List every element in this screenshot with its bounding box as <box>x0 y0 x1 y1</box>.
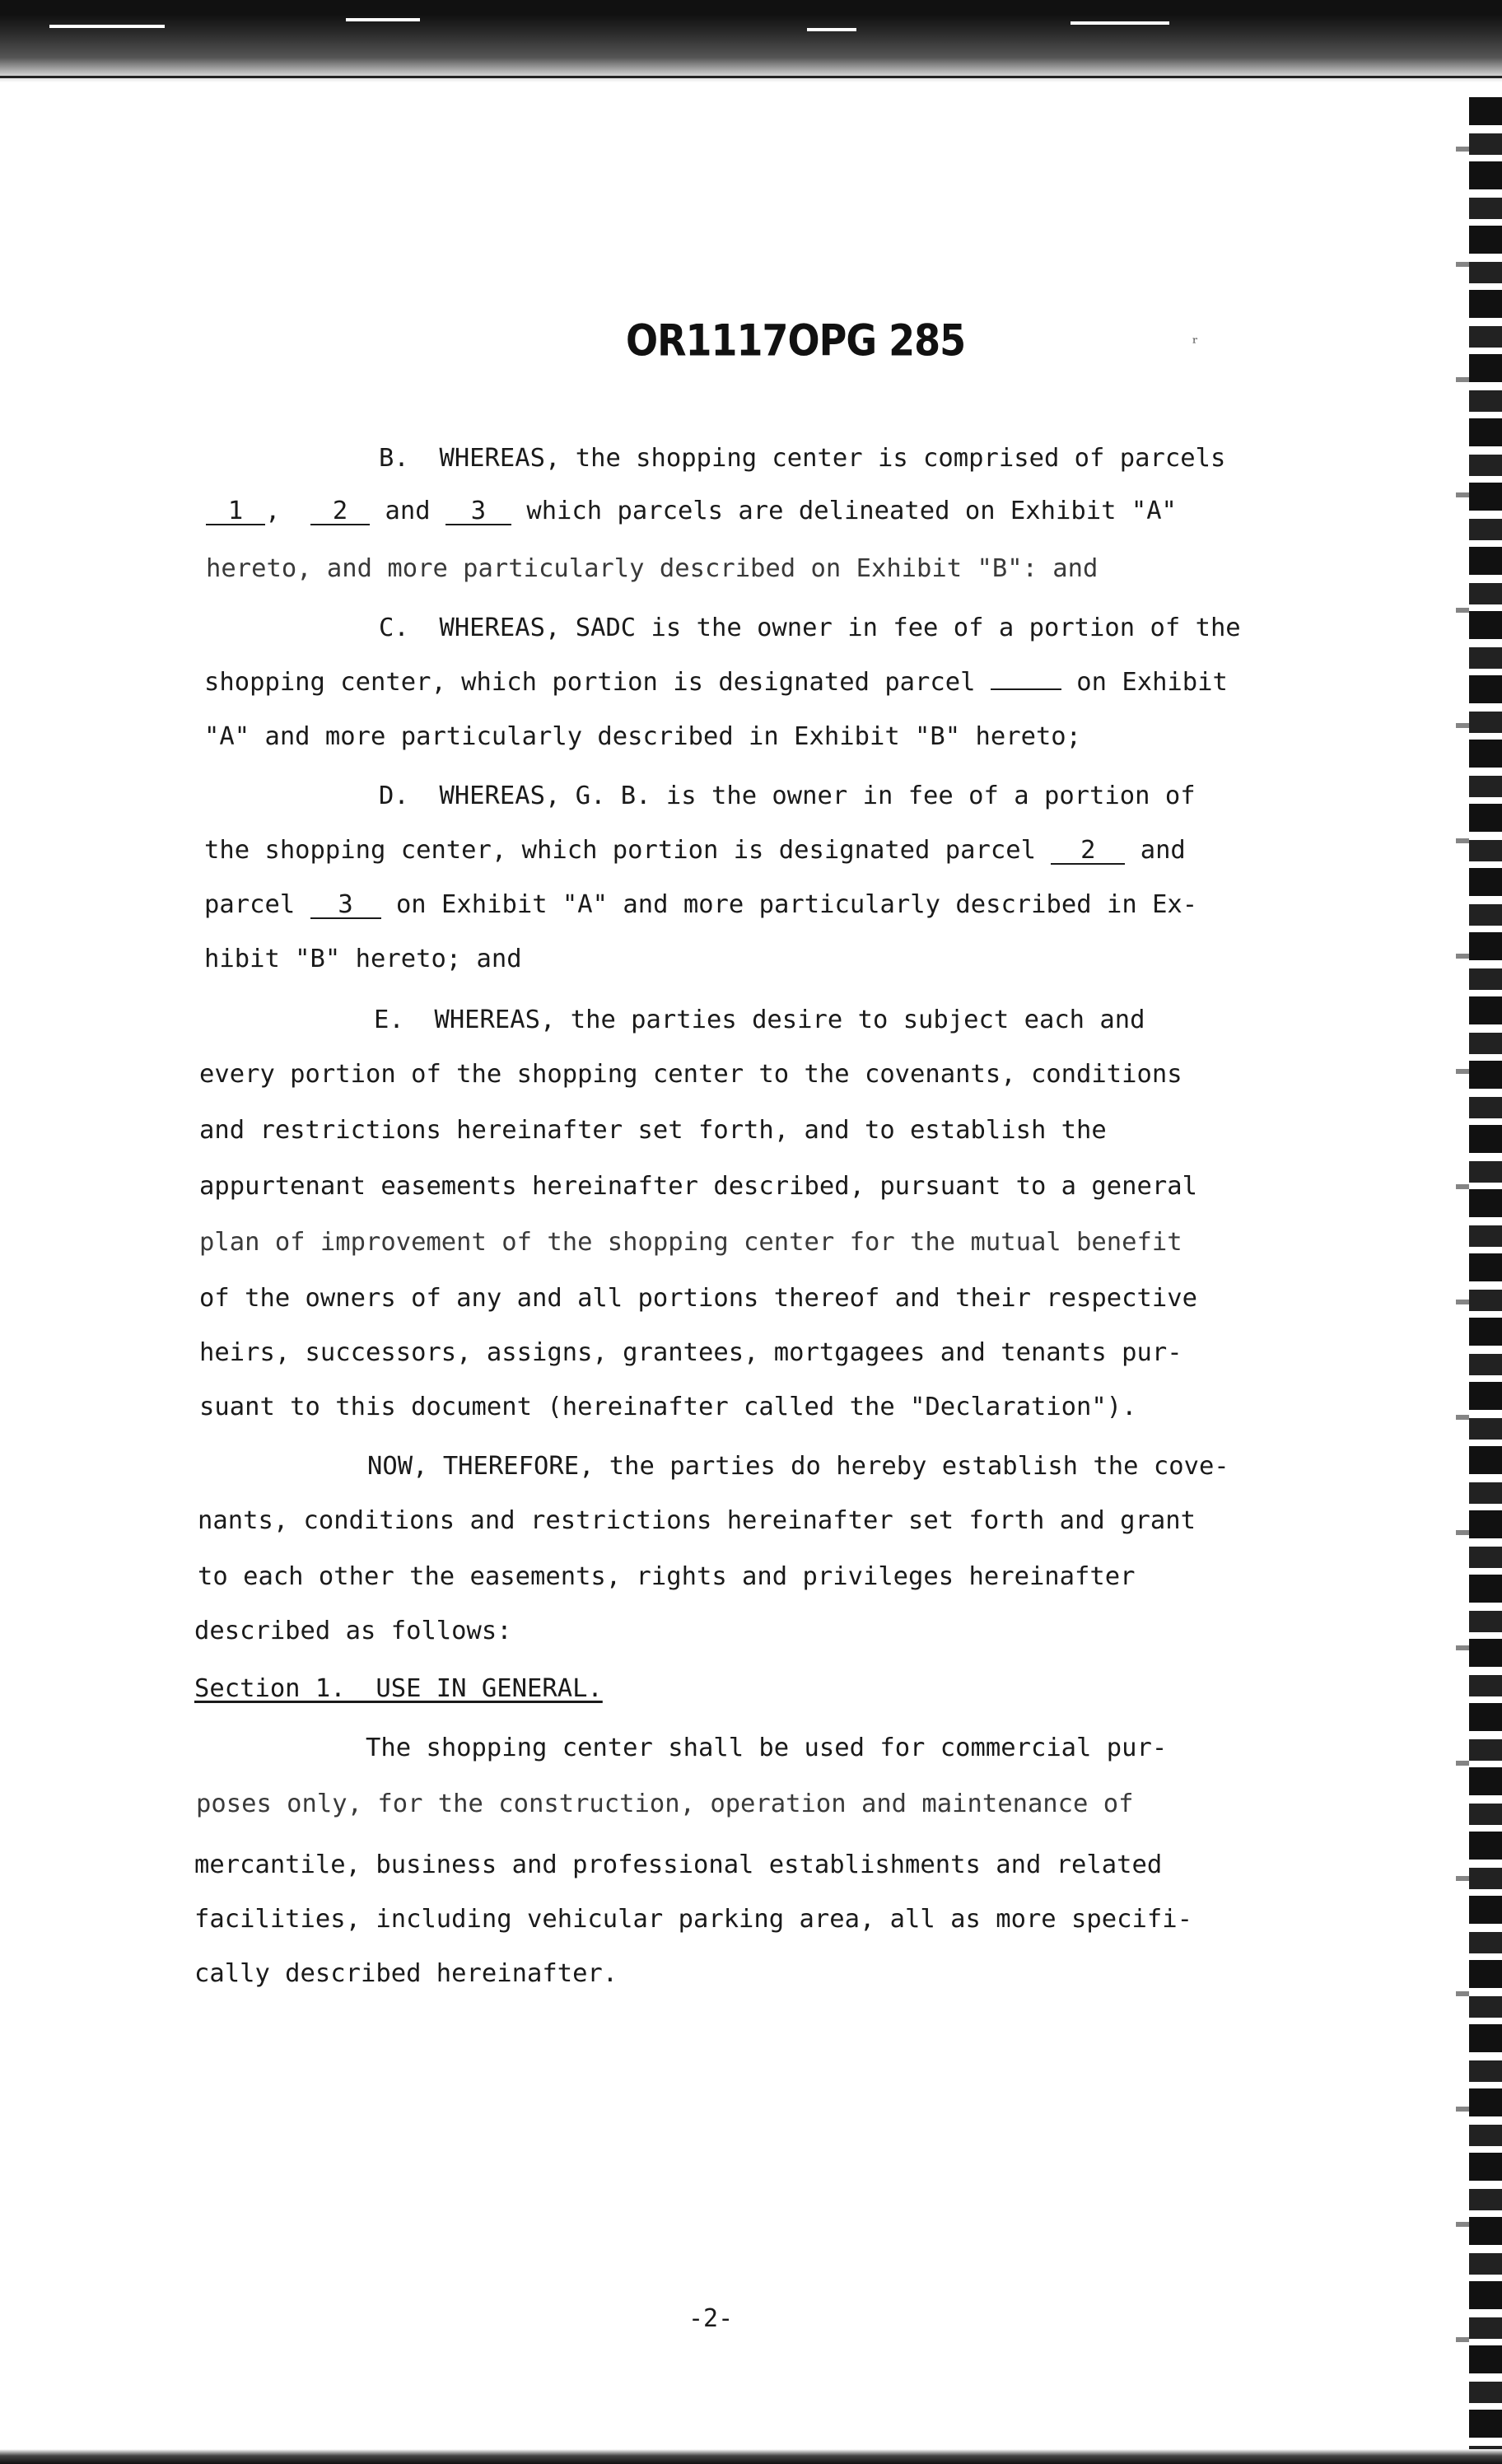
para-e-line5: plan of improvement of the shopping center for the mutual benefit <box>199 1228 1182 1257</box>
para-d-line2-tail: and <box>1140 836 1186 865</box>
parcel-blank-2: 2 <box>310 499 370 525</box>
para-d-line3-tail: on Exhibit "A" and more particularly described in Ex- <box>395 890 1198 919</box>
stray-mark: ʳ <box>1192 333 1198 352</box>
section-1-line1: The shopping center shall be used for commercial pur- <box>366 1734 1168 1762</box>
para-d-line1: D. WHEREAS, G. B. is the owner in fee of a portion of <box>379 782 1196 810</box>
page-number: -2- <box>688 2304 734 2333</box>
para-d-line3 <box>204 891 1197 919</box>
scan-border-right <box>1469 97 1502 2464</box>
para-b-line1: B. WHEREAS, the shopping center is comprised of parcels <box>379 444 1226 473</box>
para-c-line2-head: shopping center, which portion is designated parcel <box>204 668 976 697</box>
para-e-line1: E. WHEREAS, the parties desire to subject each and <box>374 1006 1145 1034</box>
para-d-line4: hibit "B" hereto; and <box>204 945 522 973</box>
section-1-line2: poses only, for the construction, operation and maintenance of <box>196 1790 1134 1818</box>
section-1-line3: mercantile, business and professional establishments and related <box>194 1850 1163 1879</box>
parcel-blank-3: 3 <box>445 499 511 525</box>
para-e-line6: of the owners of any and all portions thereof and their respective <box>199 1284 1197 1313</box>
para-b-line3: hereto, and more particularly described on Exhibit "B": and <box>206 554 1099 583</box>
parcel-blank-1: 1 <box>206 499 265 525</box>
parcel-blank-d1: 2 <box>1051 838 1125 865</box>
now-therefore-line3: to each other the easements, rights and privileges hereinafter <box>198 1562 1136 1591</box>
para-c-line3: "A" and more particularly described in Exhibit "B" hereto; <box>204 722 1082 751</box>
para-b-line2 <box>206 497 1177 525</box>
para-d-line2 <box>204 837 1186 865</box>
section-1-line5: cally described hereinafter. <box>194 1959 618 1988</box>
para-b-line2-tail: which parcels are delineated on Exhibit "A" <box>526 497 1177 525</box>
para-e-line4: appurtenant easements hereinafter described, pursuant to a general <box>199 1172 1197 1201</box>
para-e-line8: suant to this document (hereinafter called the "Declaration"). <box>199 1393 1137 1421</box>
parcel-blank-d2: 3 <box>310 893 381 919</box>
para-b-sep1: , <box>265 497 281 525</box>
now-therefore-line1: NOW, THEREFORE, the parties do hereby establish the cove- <box>367 1452 1229 1481</box>
para-d-line2-head: the shopping center, which portion is designated parcel <box>204 836 1036 865</box>
para-e-line3: and restrictions hereinafter set forth, and to establish the <box>199 1116 1107 1145</box>
section-1-line4: facilities, including vehicular parking area, all as more specifi- <box>194 1905 1192 1934</box>
para-c-line2-tail: on Exhibit <box>1076 668 1228 697</box>
parcel-blank-sadc <box>991 688 1061 690</box>
scan-border-top <box>0 0 1502 97</box>
recording-stamp: OR1117OPG 285 <box>626 314 966 366</box>
para-b-and1: and <box>385 497 431 525</box>
scan-border-bottom <box>0 2449 1502 2464</box>
para-c-line1: C. WHEREAS, SADC is the owner in fee of a portion of the <box>379 614 1241 642</box>
para-c-line2 <box>204 669 1228 697</box>
para-e-line2: every portion of the shopping center to the covenants, conditions <box>199 1060 1182 1089</box>
now-therefore-line2: nants, conditions and restrictions hereinafter set forth and grant <box>198 1506 1196 1535</box>
scan-border-right-inner <box>1456 97 1469 2464</box>
para-d-line3-head: parcel <box>204 890 296 919</box>
para-e-line7: heirs, successors, assigns, grantees, mortgagees and tenants pur- <box>199 1338 1182 1367</box>
now-therefore-line4: described as follows: <box>194 1617 512 1645</box>
section-1-heading: Section 1. USE IN GENERAL. <box>194 1674 603 1703</box>
